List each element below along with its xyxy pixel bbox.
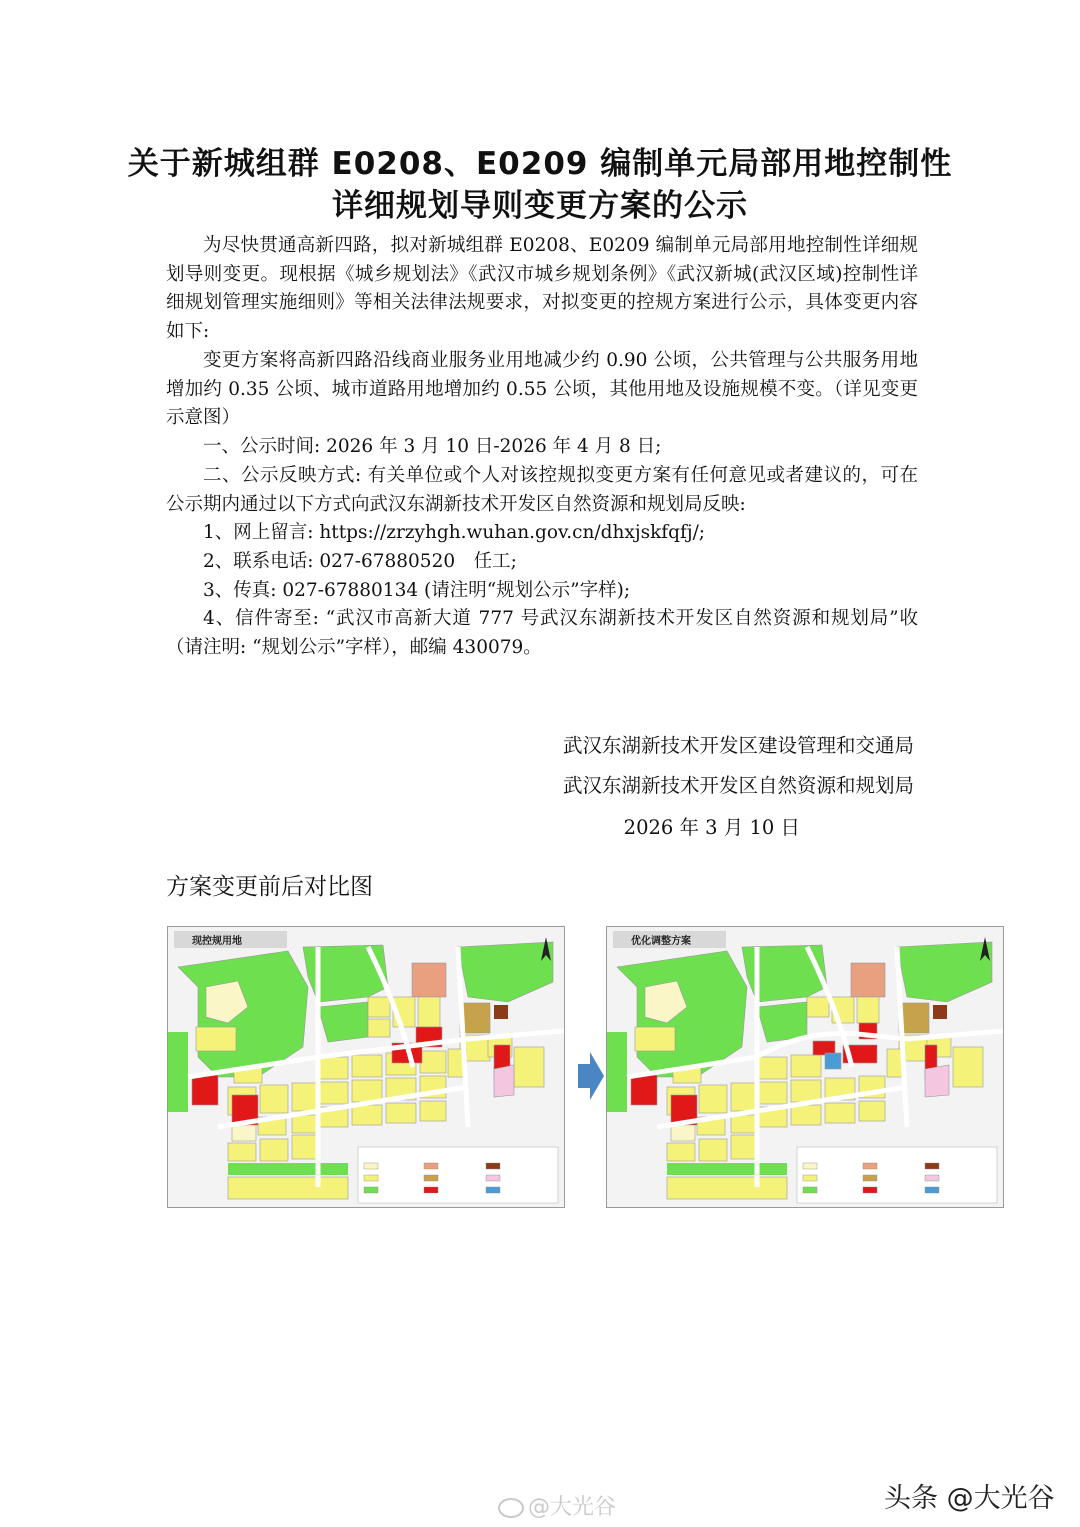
map-before-drawing xyxy=(168,927,564,1207)
feedback-item-mail: 4、信件寄至: “武汉市高新大道 777 号武汉东湖新技术开发区自然资源和规划局”收（请注明: “规划公示”字样），邮编 430079。 xyxy=(166,608,918,658)
notice-title-line-1: 关于新城组群 E0208、E0209 编制单元局部用地控制性 xyxy=(127,146,953,182)
map-before xyxy=(167,926,565,1208)
feedback-item-website: 1、网上留言: https://zrzyhgh.wuhan.gov.cn/dhxjskfqfj/; xyxy=(203,522,706,543)
publicity-period: 一、公示时间: 2026 年 3 月 10 日-2026 年 4 月 8 日; xyxy=(203,436,662,457)
signature-org-resources: 武汉东湖新技术开发区自然资源和规划局 xyxy=(562,774,914,797)
map-caption: 方案变更前后对比图 xyxy=(166,874,373,900)
map-after-title: 优化调整方案 xyxy=(613,931,726,948)
notice-title-line-2: 详细规划导则变更方案的公示 xyxy=(332,188,748,224)
feedback-item-fax: 3、传真: 027-67880134 (请注明“规划公示”字样); xyxy=(203,580,631,601)
map-after-drawing xyxy=(607,927,1003,1207)
signature-date: 2026 年 3 月 10 日 xyxy=(623,816,800,839)
intro-paragraph: 为尽快贯通高新四路，拟对新城组群 E0208、E0209 编制单元局部用地控制性详细规划导则变更。现根据《城乡规划法》《武汉市城乡规划条例》《武汉新城(武汉区域)控制性详细规划管理实施细则》等相关法律法规要求，对拟变更的控规方案进行公示，具体变更内容如下: xyxy=(166,235,918,343)
map-before-title: 现控规用地 xyxy=(174,931,287,948)
feedback-paragraph: 二、公示反映方式: 有关单位或个人对该控规拟变更方案有任何意见或者建议的，可在公示期内通过以下方式向武汉东湖新技术开发区自然资源和规划局反映: xyxy=(166,465,918,515)
toutiao-watermark: 头条 @大光谷 xyxy=(884,1483,1055,1514)
signature-org-construction: 武汉东湖新技术开发区建设管理和交通局 xyxy=(562,734,914,757)
weibo-watermark: @大光谷 xyxy=(498,1490,616,1521)
feedback-item-phone: 2、联系电话: 027-67880520 任工; xyxy=(203,551,517,572)
change-paragraph: 变更方案将高新四路沿线商业服务业用地减少约 0.90 公顷，公共管理与公共服务用地增加约 0.35 公顷、城市道路用地增加约 0.55 公顷，其他用地及设施规模不变。（详见变更示意图） xyxy=(166,350,918,429)
map-after xyxy=(606,926,1004,1208)
weibo-icon xyxy=(498,1498,524,1518)
right-arrow-icon xyxy=(578,1052,604,1100)
